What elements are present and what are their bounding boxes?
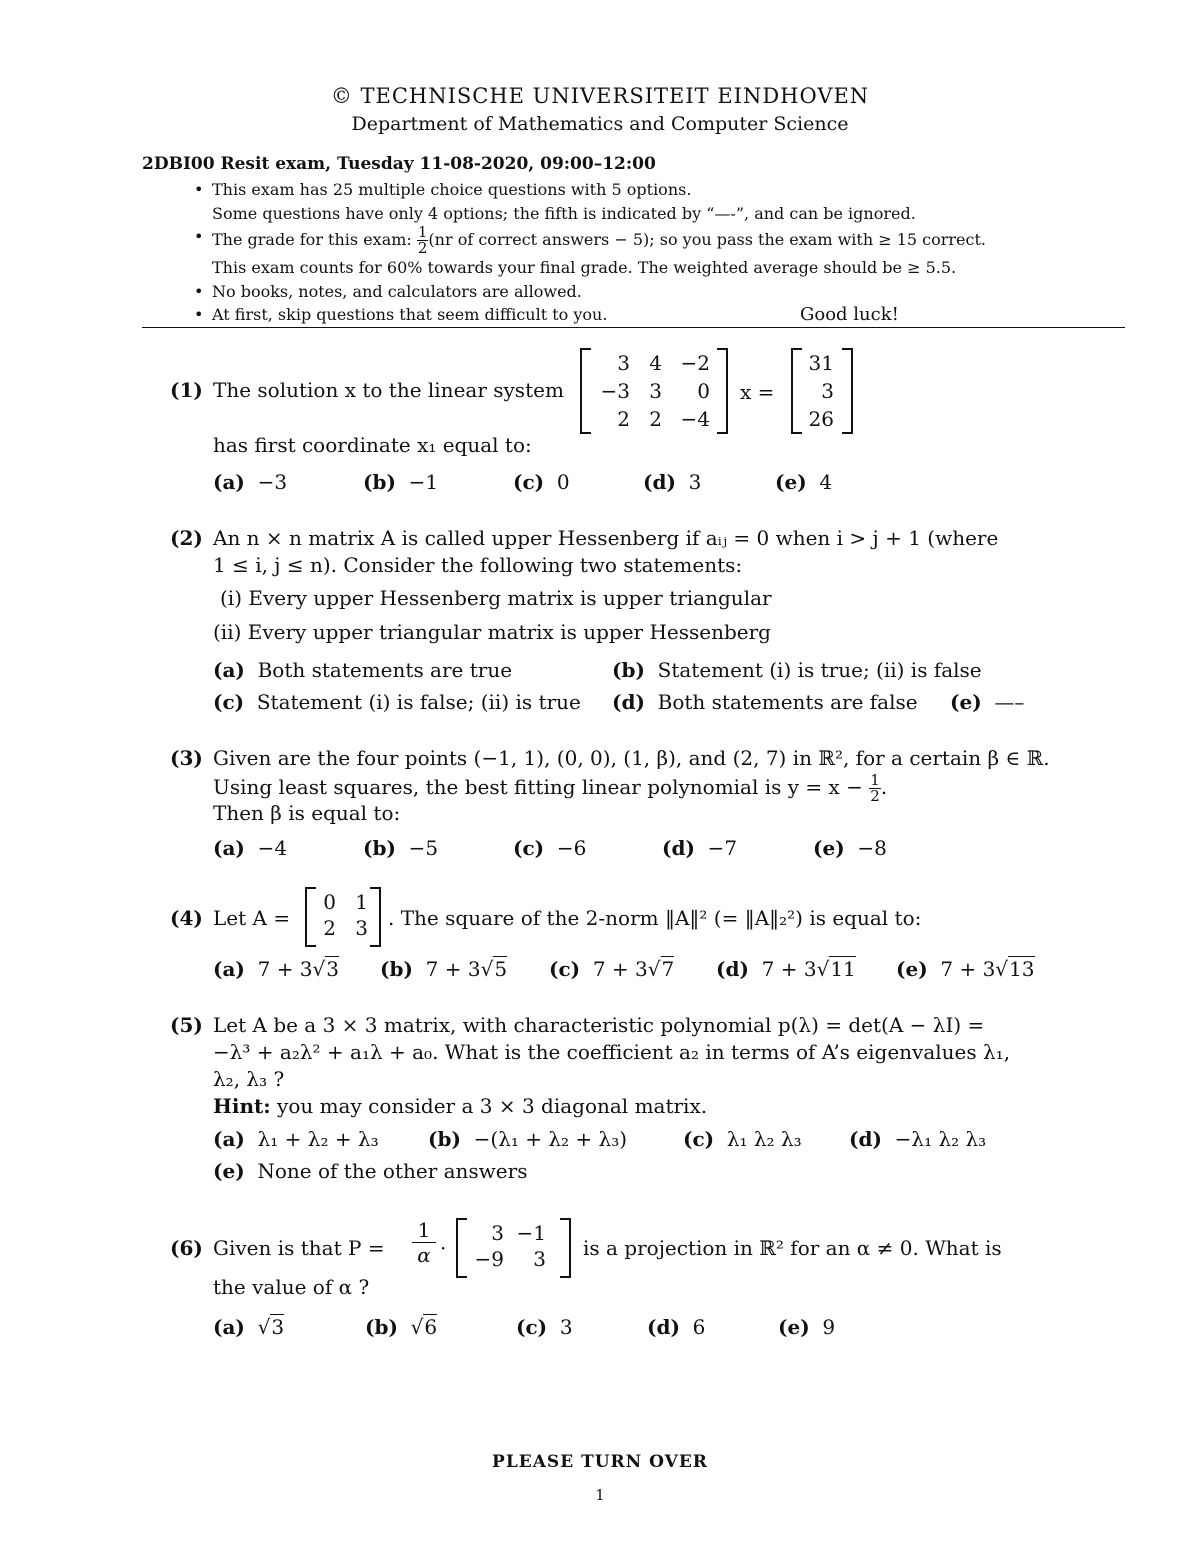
multiply-dot: ·: [440, 1236, 447, 1260]
option-a[interactable]: (a) √3: [213, 1315, 285, 1339]
matrix-entry: −3: [600, 379, 630, 403]
hint: Hint: you may consider a 3 × 3 diagonal matrix.: [213, 1094, 708, 1118]
instruction-2: The grade for this exam: $\frac{1}{2}$ (nr of correct answers − 5); so you pass the exam with ≥ 15 correct.: [212, 223, 986, 257]
option-d[interactable]: (d) Both statements are false: [612, 690, 918, 714]
vector-entry: 26: [808, 407, 834, 431]
matrix-entry: −2: [680, 351, 710, 375]
university-name: © TECHNISCHE UNIVERSITEIT EINDHOVEN: [330, 84, 870, 108]
matrix-bracket-left: [305, 887, 316, 947]
option-d[interactable]: (d) −7: [662, 836, 738, 860]
option-c[interactable]: (c) Statement (i) is false; (ii) is true: [213, 690, 581, 714]
option-a[interactable]: (a) 7 + 3√3: [213, 957, 340, 981]
option-b[interactable]: (b) −1: [363, 470, 439, 494]
matrix-entry: 4: [649, 351, 662, 375]
option-e[interactable]: (e) None of the other answers: [213, 1159, 528, 1183]
matrix-bracket-right: [560, 1218, 571, 1278]
instruction-1b: Some questions have only 4 options; the fifth is indicated by “—-”, and can be ignored.: [212, 203, 916, 223]
option-e[interactable]: (e) 7 + 3√13: [896, 957, 1035, 981]
vector-entry: 31: [808, 351, 834, 375]
question-number: (2): [170, 526, 203, 550]
question-text-3: the value of α ?: [213, 1275, 370, 1299]
option-a[interactable]: (a) λ₁ + λ₂ + λ₃: [213, 1127, 379, 1151]
matrix-q6: [466, 1221, 546, 1271]
option-d[interactable]: (d) 7 + 3√11: [716, 957, 856, 981]
question-text: Given are the four points (−1, 1), (0, 0), (1, β), and (2, 7) in ℝ², for a certain β ∈ ℝ.: [213, 746, 1050, 770]
fraction-1-over-alpha: [412, 1218, 436, 1267]
fraction-numerator: 1: [412, 1218, 436, 1243]
option-e[interactable]: (e) 9: [778, 1315, 836, 1339]
option-c[interactable]: (c) 7 + 3√7: [549, 957, 675, 981]
matrix-entry: 2: [617, 407, 630, 431]
instruction-2b: This exam counts for 60% towards your final grade. The weighted average should be ≥ 5.5.: [212, 258, 957, 277]
matrix-bracket-right: [370, 887, 381, 947]
option-b[interactable]: (b) √6: [365, 1315, 438, 1339]
question-text: Given is that P =: [213, 1236, 385, 1260]
matrix-entry: 3: [649, 379, 662, 403]
statement-i: (i) Every upper Hessenberg matrix is upper triangular: [220, 586, 772, 610]
option-b[interactable]: (b) −5: [363, 836, 439, 860]
matrix-entry: 3: [533, 1247, 546, 1271]
question-number: (1): [170, 378, 203, 402]
vector-bracket-left: [791, 348, 802, 434]
matrix-entry: 3: [617, 351, 630, 375]
matrix-entry: −4: [680, 407, 710, 431]
matrix-entry: 0: [323, 890, 336, 914]
question-number: (5): [170, 1013, 203, 1037]
question-text: . The square of the 2-norm ‖A‖² (= ‖A‖₂²) is equal to:: [388, 906, 922, 930]
question-number: (3): [170, 746, 203, 770]
matrix-entry: 3: [491, 1221, 504, 1245]
instruction-4: At first, skip questions that seem difficult to you.: [212, 305, 608, 324]
matrix-entry: 2: [649, 407, 662, 431]
turn-over-note: PLEASE TURN OVER: [492, 1452, 708, 1472]
matrix-entry: 0: [697, 379, 710, 403]
matrix-q1: [598, 350, 710, 432]
matrix-entry: 1: [355, 890, 368, 914]
bullet-icon: •: [194, 305, 204, 324]
rhs-vector: [806, 350, 834, 432]
option-c[interactable]: (c) −6: [513, 836, 587, 860]
department-name: Department of Mathematics and Computer Science: [351, 113, 849, 135]
matrix-entry: −1: [516, 1221, 546, 1245]
question-text: Let A be a 3 × 3 matrix, with characteristic polynomial p(λ) = det(A − λI) =: [213, 1013, 985, 1037]
option-b[interactable]: (b) −(λ₁ + λ₂ + λ₃): [428, 1127, 628, 1151]
matrix-entry: 2: [323, 916, 336, 940]
statement-ii: (ii) Every upper triangular matrix is upper Hessenberg: [213, 620, 771, 644]
question-text-2: −λ³ + a₂λ² + a₁λ + a₀. What is the coefficient a₂ in terms of A’s eigenvalues λ₁,: [213, 1040, 1011, 1064]
bullet-icon: •: [194, 227, 204, 246]
vector-bracket-right: [842, 348, 853, 434]
header-divider: [142, 327, 1125, 328]
x-equals: x =: [740, 380, 775, 404]
option-a[interactable]: (a) −3: [213, 470, 288, 494]
question-text: An n × n matrix A is called upper Hessenberg if aᵢⱼ = 0 when i > j + 1 (where: [213, 526, 999, 550]
instruction-3: No books, notes, and calculators are allowed.: [212, 281, 582, 301]
bullet-icon: •: [194, 180, 204, 199]
question-text-2: 1 ≤ i, j ≤ n). Consider the following two statements:: [213, 553, 743, 577]
question-text-2: Using least squares, the best fitting linear polynomial is y = x − $\frac{1}{2}$ .: [213, 771, 888, 805]
question-text: The solution x to the linear system: [213, 378, 564, 402]
option-e[interactable]: (e) —–: [950, 690, 1025, 714]
question-text-2: has first coordinate x₁ equal to:: [213, 433, 532, 457]
option-c[interactable]: (c) 0: [513, 470, 570, 494]
bullet-icon: •: [194, 281, 204, 301]
option-d[interactable]: (d) 6: [647, 1315, 706, 1339]
exam-title: 2DBI00 Resit exam, Tuesday 11-08-2020, 09:00–12:00: [142, 154, 656, 174]
fraction-denominator: α: [417, 1243, 431, 1267]
option-c[interactable]: (c) λ₁ λ₂ λ₃: [683, 1127, 802, 1151]
let-a-equals: Let A =: [213, 906, 291, 930]
option-d[interactable]: (d) 3: [643, 470, 702, 494]
good-luck: Good luck!: [800, 304, 899, 325]
option-a[interactable]: (a) −4: [213, 836, 288, 860]
option-d[interactable]: (d) −λ₁ λ₂ λ₃: [849, 1127, 987, 1151]
question-text-2: is a projection in ℝ² for an α ≠ 0. What is: [583, 1236, 1002, 1260]
half-fraction: $\frac{1}{2}$: [417, 223, 428, 257]
half-fraction: $\frac{1}{2}$: [870, 771, 880, 805]
option-e[interactable]: (e) 4: [775, 470, 833, 494]
page-number: 1: [595, 1486, 605, 1504]
question-text-3: λ₂, λ₃ ?: [213, 1067, 285, 1091]
option-a[interactable]: (a) Both statements are true: [213, 658, 513, 682]
matrix-q4: [316, 890, 368, 940]
option-b[interactable]: (b) 7 + 3√5: [380, 957, 508, 981]
option-b[interactable]: (b) Statement (i) is true; (ii) is false: [612, 658, 982, 682]
question-text-3: Then β is equal to:: [213, 801, 401, 825]
instructions-list: [194, 178, 1074, 327]
vector-entry: 3: [821, 379, 834, 403]
question-number: (4): [170, 906, 203, 930]
instruction-1: This exam has 25 multiple choice questions with 5 options.: [212, 180, 692, 199]
matrix-bracket-right: [717, 348, 728, 434]
option-c[interactable]: (c) 3: [516, 1315, 573, 1339]
matrix-entry: 3: [355, 916, 368, 940]
question-number: (6): [170, 1236, 203, 1260]
option-e[interactable]: (e) −8: [813, 836, 887, 860]
matrix-entry: −9: [474, 1247, 504, 1271]
matrix-bracket-left: [580, 348, 591, 434]
